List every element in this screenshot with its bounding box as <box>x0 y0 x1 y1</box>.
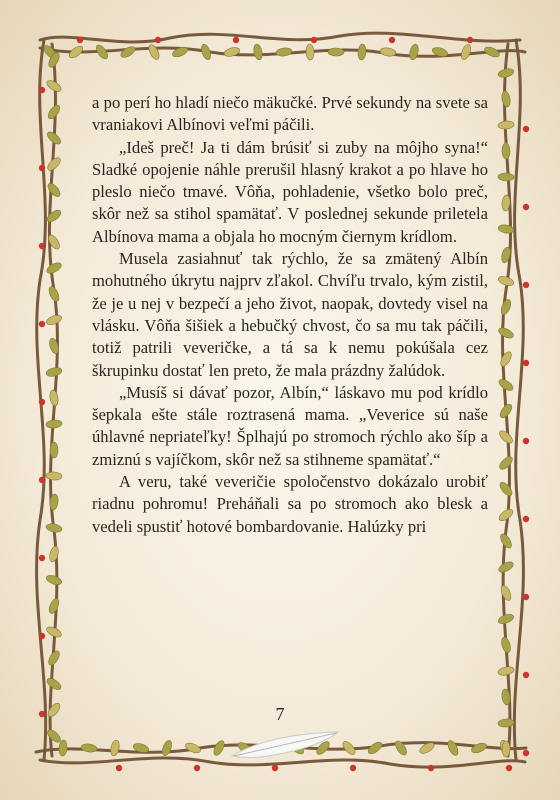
berry <box>39 165 45 171</box>
leaf <box>499 298 512 316</box>
berry <box>506 765 512 771</box>
leaf <box>497 665 514 676</box>
leaf <box>498 173 514 182</box>
paragraph: Musela zasiahnuť tak rýchlo, že sa zmätený Albín mohutného úkrytu najprv zľakol. Chvíľu trvalo, kým zistil, že je u nej v bezpečí a jeho život, naopak, dovtedy visel na vlásku. Vôňa šišiek a hebučký chvost, čo sa mu tak páčili, totiž patrili veveričke, a tá sa k nemu pokúšala cez škrupinku dostať len preto, že mala prázdny žalúdok. <box>92 249 488 380</box>
berry <box>467 37 473 43</box>
berry <box>523 750 529 756</box>
berry <box>77 37 83 43</box>
leaf <box>184 741 202 755</box>
leaf <box>45 676 63 692</box>
leaf <box>276 47 293 57</box>
leaf <box>459 43 472 61</box>
leaf <box>498 120 515 130</box>
berry <box>523 360 529 366</box>
leaf <box>212 739 227 757</box>
leaf <box>499 350 514 368</box>
leaf <box>147 43 161 61</box>
leaf <box>500 636 512 654</box>
berry <box>523 516 529 522</box>
berry <box>39 399 45 405</box>
leaf <box>497 560 515 575</box>
leaf <box>45 366 62 377</box>
leaf <box>200 43 213 61</box>
paragraph: a po perí ho hladí niečo mäkučké. Prvé sekundy na svete sa vraniakovi Albínovi veľmi páčili. <box>92 93 488 135</box>
leaf <box>45 574 63 587</box>
leaf <box>47 285 61 303</box>
branch <box>40 33 520 42</box>
paragraph: „Ideš preč! Ja ti dám brúsiť si zuby na môjho syna!“ Sladké opojenie náhle prerušil hlasný krakot a po hlave ho pleslo niečo tmavé. Vôňa, pohladenie, všetko bolo preč, skôr než sa stihol spamätať. V poslednej sekunde priletela Albínova mama a objala ho mocným čiernym krídlom. <box>92 137 488 246</box>
leaf <box>109 739 120 756</box>
leaf <box>161 739 174 757</box>
leaf <box>498 480 514 497</box>
page-number: 7 <box>275 704 285 724</box>
leaf <box>45 728 62 745</box>
leaf <box>328 48 344 56</box>
feather-icon <box>228 726 348 766</box>
berry <box>523 672 529 678</box>
leaf <box>497 224 514 235</box>
paragraph: A veru, také veveričie spoločenstvo dokázalo urobiť riadnu pohromu! Preháňali sa po stromoch ako blesk a vedeli spustiť hotové bombardovanie. Halúzky pri <box>92 472 488 536</box>
leaf <box>497 326 515 340</box>
berry <box>39 477 45 483</box>
leaf <box>46 649 61 667</box>
berry <box>39 321 45 327</box>
berry <box>428 765 434 771</box>
leaf <box>483 45 501 59</box>
leaf <box>502 143 511 159</box>
leaf <box>58 740 67 757</box>
leaf <box>45 261 63 276</box>
berry <box>523 438 529 444</box>
leaf <box>50 442 58 458</box>
berry <box>233 37 239 43</box>
leaf <box>470 741 488 754</box>
leaf <box>45 523 62 534</box>
leaf <box>47 597 61 615</box>
leaf <box>45 313 63 326</box>
berry <box>39 87 45 93</box>
paragraph: „Musíš si dávať pozor, Albín,“ láskavo mu pod krídlo šepkala ešte stále roztrasená mama. „Veverice sú naše úhlavné nepriateľky! Šplhajú po stromoch rýchlo ako šíp a zmiznú s vajíčkom, skôr než sa stihneme spamätať.“ <box>92 382 488 469</box>
berry <box>523 282 529 288</box>
body-text <box>92 92 488 538</box>
leaf <box>379 47 396 57</box>
leaf <box>48 545 60 563</box>
leaf <box>253 43 264 60</box>
leaf <box>46 419 63 428</box>
berry <box>389 37 395 43</box>
berry <box>155 37 161 43</box>
leaf <box>81 743 98 753</box>
leaf <box>306 44 315 60</box>
leaf <box>45 208 63 224</box>
berry <box>194 765 200 771</box>
berry <box>311 37 317 43</box>
leaf <box>497 455 514 472</box>
leaf <box>357 44 366 61</box>
berry <box>39 633 45 639</box>
leaf <box>119 44 137 59</box>
leaf <box>498 532 513 550</box>
berry <box>116 765 122 771</box>
leaf <box>46 472 62 481</box>
berry <box>523 204 529 210</box>
leaf <box>501 90 512 107</box>
leaf <box>497 67 514 79</box>
leaf <box>502 741 510 757</box>
berry <box>523 594 529 600</box>
leaf <box>46 181 63 198</box>
berry <box>523 126 529 132</box>
berry <box>39 555 45 561</box>
leaf <box>49 389 59 406</box>
leaf <box>446 739 460 757</box>
branch <box>514 40 523 760</box>
leaf <box>408 43 419 60</box>
leaf <box>497 275 515 288</box>
berry <box>39 243 45 249</box>
leaf <box>499 584 513 602</box>
berry <box>350 765 356 771</box>
